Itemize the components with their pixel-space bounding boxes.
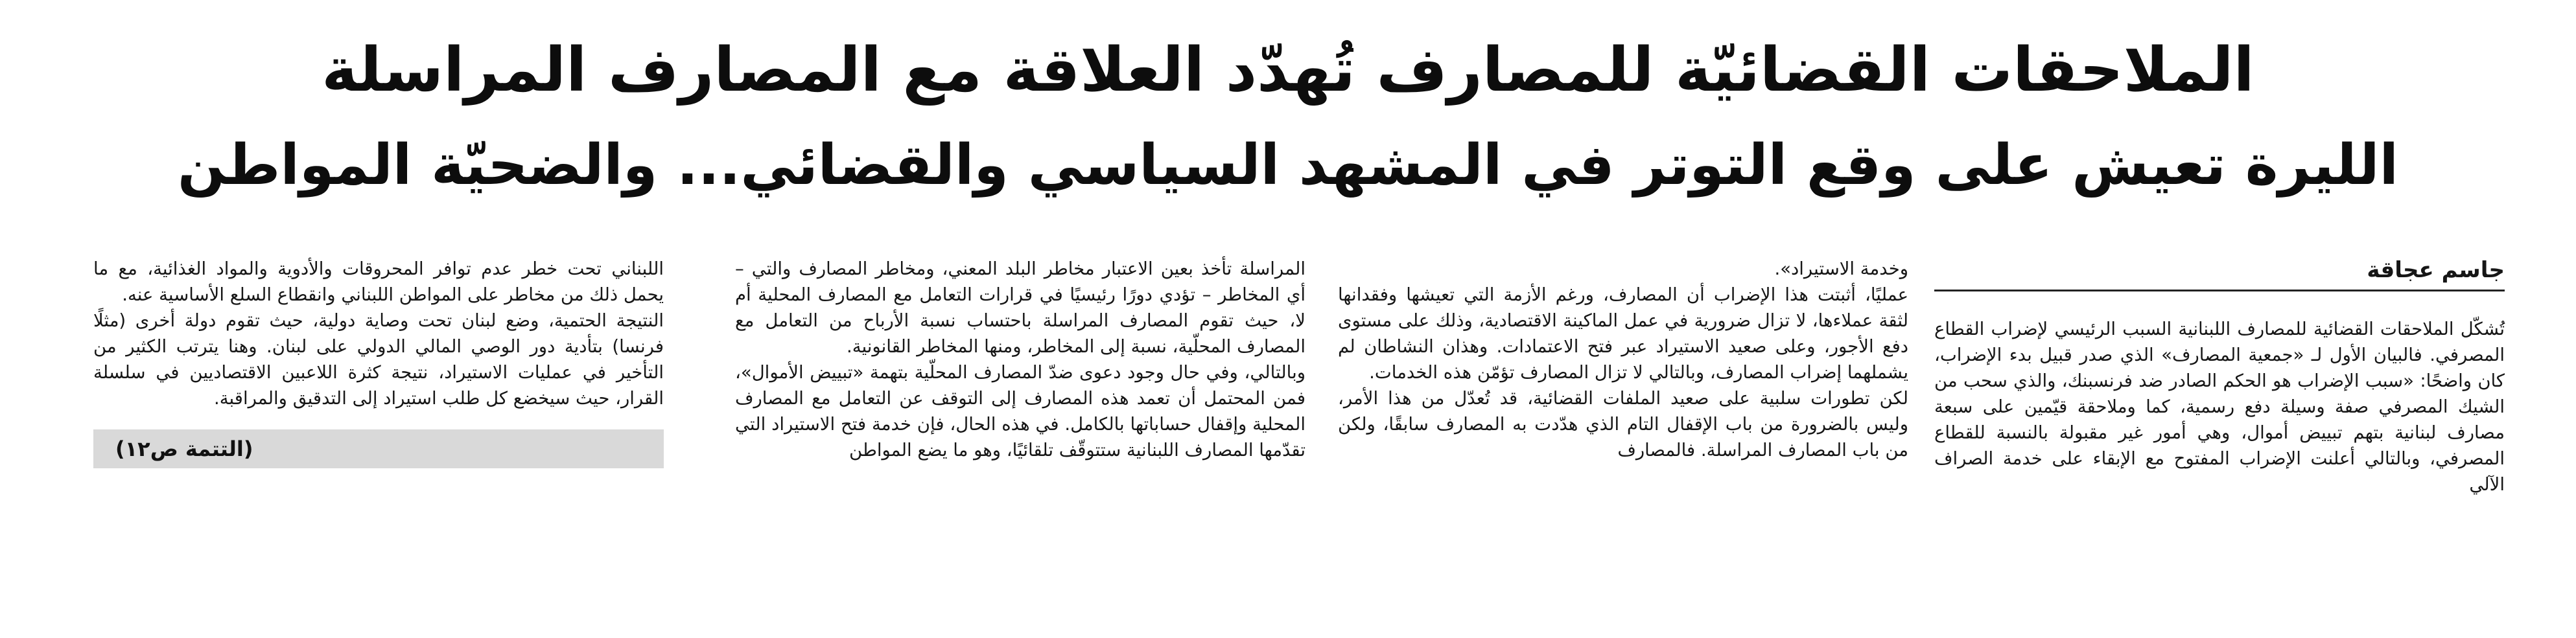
paragraph: وبالتالي، وفي حال وجود دعوى ضدّ المصارف المحلّية بتهمة «تبييض الأموال»، فمن المحتمل أن تعمد هذه المصارف إلى التوقف عن التعامل مع المصارف المحلية وإقفال حساباتها بالكامل. في هذه الحال، فإن خدمة فتح الاستيراد التي تقدّمها المصارف اللبنانية ستتوقّف تلقائيًا، وهو ما يضع المواطن <box>735 362 1306 461</box>
paragraph: النتيجة الحتمية، وضع لبنان تحت وصاية دولية، حيث تقوم دولة أخرى (مثلًا فرنسا) بتأدية دور الوصي المالي الدولي على لبنان. وهنا يترتب الكثير من التأخير في عمليات الاستيراد، نتيجة كثرة اللاعبين الاقتصاديين في سلسلة القرار، حيث سيخضع كل طلب استيراد إلى التدقيق والمراقبة. <box>93 310 664 409</box>
article-column-4 <box>93 256 664 468</box>
paragraph: المراسلة تأخذ بعين الاعتبار مخاطر البلد المعني، ومخاطر المصارف والتي – أي المخاطر – تؤدي دورًا رئيسيًا في قرارات التعامل مع المصارف المحلية أم لا، حيث تقوم المصارف المراسلة باحتساب نسبة الأرباح من التعامل مع المصارف المحلّية، نسبة إلى المخاطر، ومنها المخاطر القانونية. <box>735 258 1306 357</box>
paragraph: لكن تطورات سلبية على صعيد الملفات القضائية، قد تُعدّل من هذا الأمر، وليس بالضرورة من باب الإقفال التام الذي هدّدت به المصارف سابقًا، ولكن من باب المصارف المراسلة. فالمصارف <box>1338 388 1908 461</box>
author-byline: جاسم عجاقة <box>1934 256 2505 291</box>
paragraph: اللبناني تحت خطر عدم توافر المحروقات والأدوية والمواد الغذائية، مع ما يحمل ذلك من مخاطر على المواطن اللبناني وانقطاع السلع الأساسية عنه. <box>93 258 664 305</box>
headline-line-1: الملاحقات القضائيّة للمصارف تُهدّد العلاقة مع المصارف المراسلة <box>322 35 2254 106</box>
article-column-3 <box>735 256 1306 463</box>
paragraph: تُشكّل الملاحقات القضائية للمصارف اللبنانية السبب الرئيسي لإضراب القطاع المصرفي. فالبيان الأول لـ «جمعية المصارف» الذي صدر قبيل بدء الإضراب، كان واضحًا: «سبب الإضراب هو الحكم الصادر ضد فرنسبنك، والذي سحب من الشيك المصرفي صفة وسيلة دفع رسمية، كما وملاحقة قيّمين على سبعة مصارف لبنانية بتهم تبييض أموال، وهي أمور غير مقبولة بالنسبة للقطاع المصرفي، وبالتالي أعلنت الإضراب المفتوح مع الإبقاء على خدمة الصراف الآلي <box>1934 319 2505 495</box>
continued-box <box>93 429 664 468</box>
headline-line-2: الليرة تعيش على وقع التوتر في المشهد السياسي والقضائي... والضحيّة المواطن <box>178 133 2398 198</box>
continued-label: (التتمة ص١٢) <box>115 437 253 461</box>
article-column-2 <box>1338 256 1908 463</box>
paragraph: عمليًا، أثبتت هذا الإضراب أن المصارف، ورغم الأزمة التي تعيشها وفقدانها لثقة عملاءها، لا تزال ضرورية في عمل الماكينة الاقتصادية، وذلك على مستوى دفع الأجور، وعلى صعيد الاستيراد عبر فتح الاعتمادات. وهذان النشاطان لم يشملهما إضراب المصارف، وبالتالي لا تزال المصارف تؤمّن هذه الخدمات. <box>1338 284 1908 383</box>
article-column-1 <box>1934 256 2505 497</box>
paragraph: وخدمة الاستيراد». <box>1774 258 1908 279</box>
